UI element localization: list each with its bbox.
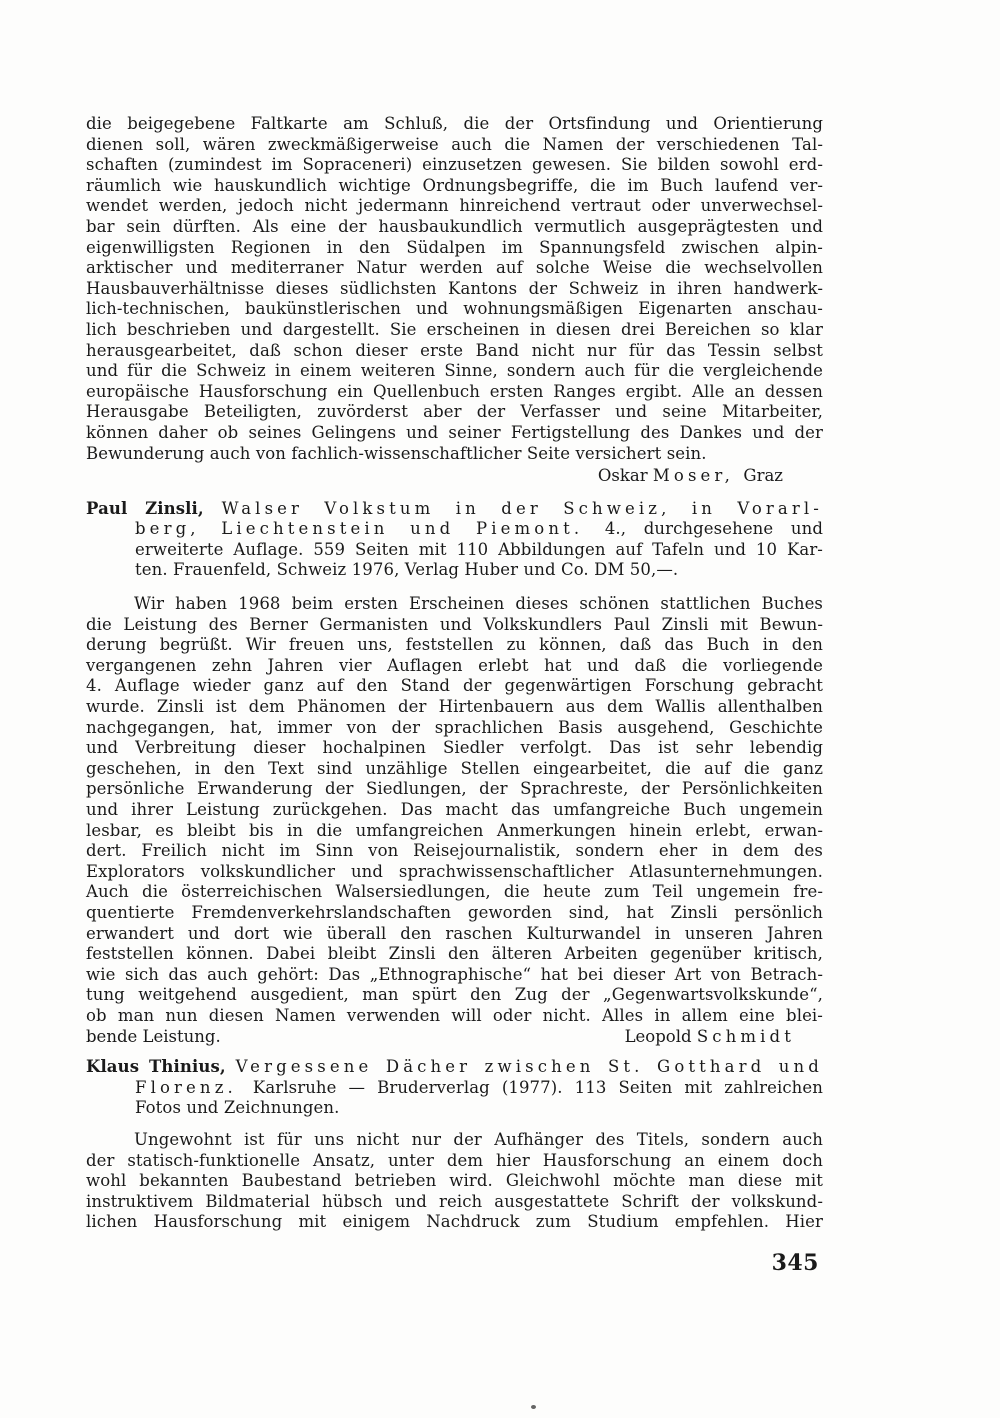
text-line: tung weitgehend ausgedient, man spürt den Zug der „Gegenwartsvolkskunde“, — [86, 985, 823, 1005]
spaced-title-text: Vergessene Dächer zwischen St. Gotthard und — [235, 1057, 823, 1077]
text-line: eigenwilligsten Regionen in den Südalpen im Spannungsfeld zwischen alpin- — [86, 237, 823, 257]
text-line: und Verbreitung dieser hochalpinen Siedler verfolgt. Das ist sehr lebendig — [86, 738, 823, 758]
text-line: und ihrer Leistung zurückgehen. Das macht das umfangreiche Buch ungemein — [86, 800, 823, 819]
text-line: geschehen, in den Text sind unzählige Stellen eingearbeitet, die auf die ganz — [86, 758, 823, 778]
text-line: 4. Auflage wieder ganz auf den Stand der gegenwärtigen Forschung gebracht — [86, 676, 823, 696]
signature-forename: Oskar — [597, 466, 653, 486]
text-line: wendet werden, jedoch nicht jedermann hinreichend vertraut oder unverwechsel- — [86, 196, 823, 216]
review-zinsli-last-line — [86, 1027, 823, 1048]
signature-schmidt — [625, 1027, 795, 1048]
text-line: lich beschrieben und dargestellt. Sie erscheinen in diesen drei Bereichen so klar — [86, 319, 823, 339]
text-line: feststellen können. Dabei bleibt Zinsli den älteren Arbeiten gegenüber kritisch, — [86, 944, 823, 964]
text-line: wie sich das auch gehört: Das „Ethnographische“ hat bei dieser Art von Betrach- — [86, 964, 823, 984]
spaced-title-text: Florenz. — [135, 1077, 253, 1097]
text-line: erwandert und dort wie überall den raschen Kulturwandel in unseren Jahren — [86, 923, 823, 943]
text-line — [135, 1098, 823, 1119]
text-line: können daher ob seines Gelingens und seiner Fertigstellung des Dankes und der — [86, 422, 823, 442]
text-line: Explorators volkskundlicher und sprachwissenschaftlicher Atlasunternehmungen. — [86, 861, 823, 881]
text-line: quentierte Fremdenverkehrslandschaften geworden sind, hat Zinsli persönlich — [86, 902, 823, 922]
book-entry-zinsli — [86, 499, 823, 581]
signature-place: Graz — [743, 466, 783, 486]
text-block — [86, 114, 823, 1233]
author-name: Klaus Thinius, — [86, 1057, 236, 1077]
text-line — [135, 1078, 823, 1099]
book-entry-thinius — [86, 1057, 823, 1119]
text-line: lich-technischen, baukünstlerischen und wohnungsmäßigen Eigenarten anschau- — [86, 299, 823, 319]
text-line: Auch die österreichischen Walsersiedlungen, die heute zum Teil ungemein fre- — [86, 882, 823, 902]
text-line: Bewunderung auch von fachlich-wissenschaftlicher Seite versichert sein. — [86, 443, 707, 463]
text-line: arktischer und mediterraner Natur werden auf solche Weise die wechselvollen — [86, 258, 823, 278]
signature-moser — [86, 466, 823, 487]
paragraph-review-thinius — [86, 1130, 823, 1233]
text-line: bar sein dürften. Als eine der hausbaukundlich vermutlich ausgeprägtesten und — [86, 216, 823, 236]
text-line — [86, 1057, 823, 1078]
text-line — [86, 499, 823, 520]
text-line: vergangenen zehn Jahren vier Auflagen erlebt hat und daß die vorliegende — [86, 655, 823, 675]
text-line: nachgegangen, hat, immer von der sprachlichen Basis ausgehend, Geschichte — [86, 717, 823, 737]
text-line: die beigegebene Faltkarte am Schluß, die der Ortsfindung und Orientierung — [86, 114, 823, 133]
signature-surname: Schmidt — [696, 1026, 795, 1046]
signature-surname: Moser, — [652, 466, 744, 486]
text-line: Wir haben 1968 beim ersten Erscheinen dieses schönen stattlichen Buches — [134, 594, 823, 614]
text-segment: erweiterte Auflage. 559 Seiten mit 110 Abbildungen auf Tafeln und 10 Kar- — [135, 539, 823, 559]
signature-forename: Leopold — [624, 1026, 697, 1046]
text-line: die Leistung des Berner Germanisten und Volkskundlers Paul Zinsli mit Bewun- — [86, 614, 823, 634]
text-line: dienen soll, wären zweckmäßigerweise auch die Namen der verschiedenen Tal- — [86, 134, 823, 154]
paragraph-review-zinsli — [86, 594, 823, 1026]
text-segment: Karlsruhe — Bruderverlag (1977). 113 Seiten mit zahlreichen — [252, 1077, 823, 1097]
text-line — [135, 560, 823, 581]
spaced-title-text: berg, Liechtenstein und Piemont. — [135, 519, 605, 539]
text-line: wohl bekannten Baubestand betrieben wird. Gleichwohl möchte man diese mit — [86, 1171, 823, 1191]
text-segment: Fotos und Zeichnungen. — [135, 1098, 340, 1118]
text-line: ob man nun diesen Namen verwenden will oder nicht. Alles in allem eine blei- — [86, 1005, 823, 1025]
text-line — [135, 540, 823, 561]
author-name: Paul Zinsli, — [86, 498, 222, 518]
text-segment: 4., durchgesehene und — [604, 519, 823, 539]
spaced-title-text: Walser Volkstum in der Schweiz, in Vorarl- — [221, 498, 824, 518]
text-line: wurde. Zinsli ist dem Phänomen der Hirtenbauern aus dem Wallis allenthalben — [86, 697, 823, 717]
text-line: Hausbauverhältnisse dieses südlichsten Kantons der Schweiz in ihren handwerk- — [86, 278, 823, 298]
text-line: Herausgabe Beteiligten, zuvörderst aber der Verfasser und seine Mitarbeiter, — [86, 402, 823, 422]
page-number: 345 — [771, 1250, 819, 1276]
text-line: lichen Hausforschung mit einigem Nachdruck zum Studium empfehlen. Hier — [86, 1212, 823, 1232]
text-line — [135, 519, 823, 540]
text-line: und für die Schweiz in einem weiteren Sinne, sondern auch für die vergleichende — [86, 361, 823, 381]
text-line: instruktivem Bildmaterial hübsch und reich ausgestattete Schrift der volkskund- — [86, 1191, 823, 1211]
text-line: dert. Freilich nicht im Sinn von Reisejournalistik, sondern eher in dem des — [86, 841, 823, 861]
scan-artifact-dot — [531, 1405, 536, 1409]
text-line: lesbar, es bleibt bis in die umfangreichen Anmerkungen hinein erlebt, erwan- — [86, 820, 823, 840]
text-line: derung begrüßt. Wir freuen uns, feststellen zu können, daß das Buch in den — [86, 635, 823, 655]
text-line: Ungewohnt ist für uns nicht nur der Aufhänger des Titels, sondern auch — [134, 1129, 823, 1149]
text-line: der statisch-funktionelle Ansatz, unter dem hier Hausforschung an einem doch — [86, 1150, 823, 1170]
text-line: europäische Hausforschung ein Quellenbuch ersten Ranges ergibt. Alle an dessen — [86, 381, 823, 401]
paragraph-review-moser-end — [86, 114, 823, 464]
text-line: persönliche Erwanderung der Siedlungen, der Sprachreste, der Persönlichkeiten — [86, 779, 823, 799]
text-line: schaften (zumindest im Sopraceneri) einzusetzen gewesen. Sie bilden sowohl erd- — [86, 155, 823, 175]
text-segment: ten. Frauenfeld, Schweiz 1976, Verlag Huber und Co. DM 50,—. — [135, 560, 679, 580]
text-line: herausgearbeitet, daß schon dieser erste Band nicht nur für das Tessin selbst — [86, 340, 823, 360]
text-line: räumlich wie hauskundlich wichtige Ordnungsbegriffe, die im Buch laufend ver- — [86, 175, 823, 195]
review-closing-words: bende Leistung. — [86, 1026, 221, 1046]
